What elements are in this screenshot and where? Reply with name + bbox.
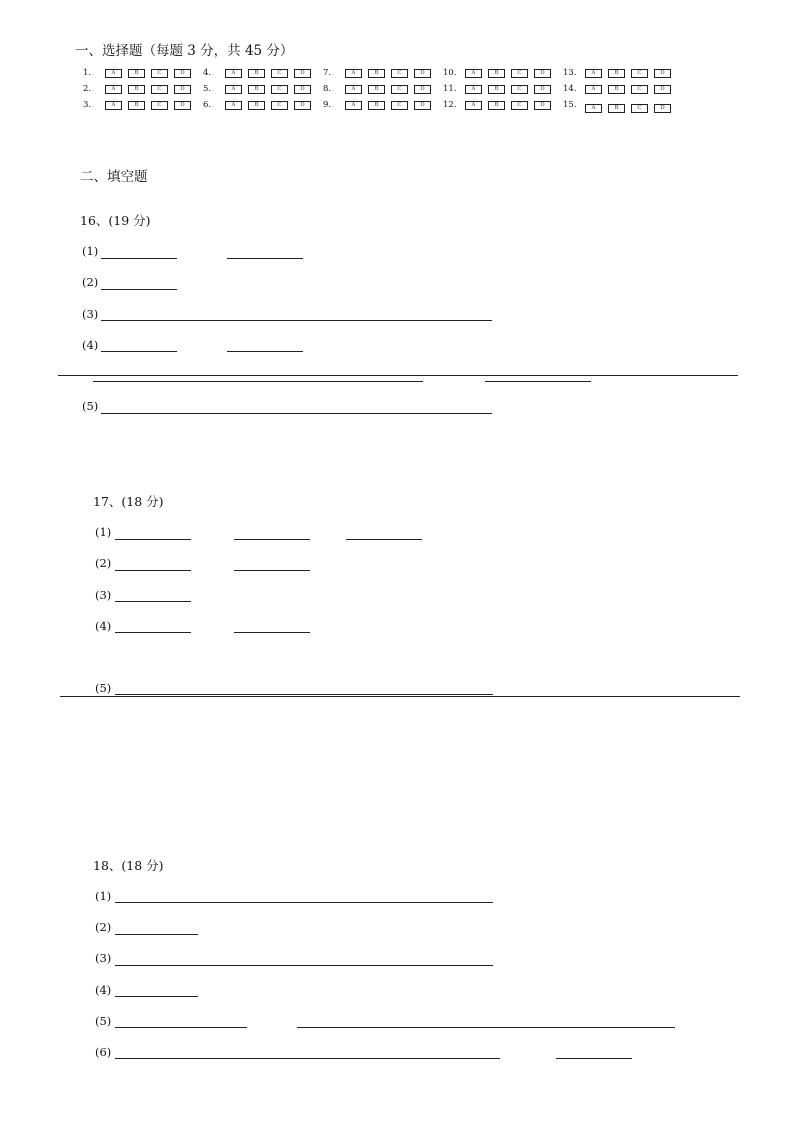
q6-option-c-box[interactable]: C bbox=[271, 101, 288, 110]
q18-part-5-label: (5) bbox=[95, 1014, 112, 1028]
q9-option-b-box[interactable]: B bbox=[368, 101, 385, 110]
q15-option-c-box[interactable]: C bbox=[631, 104, 648, 113]
q5-option-d-box[interactable]: D bbox=[294, 85, 311, 94]
q17-part-2-label: (2) bbox=[95, 556, 112, 570]
q9-option-a-box[interactable]: A bbox=[345, 101, 362, 110]
q17-5-blank[interactable] bbox=[115, 694, 493, 695]
q12-option-d-box[interactable]: D bbox=[534, 101, 551, 110]
q7-option-c-box[interactable]: C bbox=[391, 69, 408, 78]
q15-option-d-box[interactable]: D bbox=[654, 104, 671, 113]
q2-option-b-box[interactable]: B bbox=[128, 85, 145, 94]
q8-option-a-box[interactable]: A bbox=[345, 85, 362, 94]
q16-part-3-label: (3) bbox=[82, 307, 99, 321]
question-13-number: 13. bbox=[563, 68, 577, 78]
q6-option-d-box[interactable]: D bbox=[294, 101, 311, 110]
q11-option-b-box[interactable]: B bbox=[488, 85, 505, 94]
q16-title: 16、(19 分) bbox=[80, 213, 151, 228]
q13-option-c-box[interactable]: C bbox=[631, 69, 648, 78]
q11-option-d-box[interactable]: D bbox=[534, 85, 551, 94]
q7-option-d-box[interactable]: D bbox=[414, 69, 431, 78]
q3-option-d-box[interactable]: D bbox=[174, 101, 191, 110]
question-5-number: 5. bbox=[203, 84, 212, 94]
q14-option-a-box[interactable]: A bbox=[585, 85, 602, 94]
q16-1-blank-b[interactable] bbox=[227, 258, 303, 259]
q17-part-5-label: (5) bbox=[95, 681, 112, 695]
question-3-number: 3. bbox=[83, 100, 92, 110]
q16-4-blank-d[interactable] bbox=[485, 381, 591, 382]
q6-option-a-box[interactable]: A bbox=[225, 101, 242, 110]
q17-part-3-label: (3) bbox=[95, 588, 112, 602]
q2-option-a-box[interactable]: A bbox=[105, 85, 122, 94]
q17-2-blank-b[interactable] bbox=[234, 570, 310, 571]
question-10-number: 10. bbox=[443, 68, 457, 78]
q3-option-b-box[interactable]: B bbox=[128, 101, 145, 110]
q15-option-b-box[interactable]: B bbox=[608, 104, 625, 113]
q16-5-blank[interactable] bbox=[101, 413, 492, 414]
q17-2-blank-a[interactable] bbox=[115, 570, 191, 571]
q4-option-d-box[interactable]: D bbox=[294, 69, 311, 78]
q4-option-c-box[interactable]: C bbox=[271, 69, 288, 78]
q7-option-a-box[interactable]: A bbox=[345, 69, 362, 78]
q17-part-1-label: (1) bbox=[95, 525, 112, 539]
q18-title: 18、(18 分) bbox=[93, 858, 164, 873]
q1-option-b-box[interactable]: B bbox=[128, 69, 145, 78]
q16-part-2-label: (2) bbox=[82, 275, 99, 289]
question-7-number: 7. bbox=[323, 68, 332, 78]
q17-1-blank-a[interactable] bbox=[115, 539, 191, 540]
q10-option-c-box[interactable]: C bbox=[511, 69, 528, 78]
q7-option-b-box[interactable]: B bbox=[368, 69, 385, 78]
q17-part-4-label: (4) bbox=[95, 619, 112, 633]
question-6-number: 6. bbox=[203, 100, 212, 110]
q12-option-c-box[interactable]: C bbox=[511, 101, 528, 110]
q17-title: 17、(18 分) bbox=[93, 494, 164, 509]
q16-part-4-label: (4) bbox=[82, 338, 99, 352]
q1-option-c-box[interactable]: C bbox=[151, 69, 168, 78]
q6-option-b-box[interactable]: B bbox=[248, 101, 265, 110]
question-14-number: 14. bbox=[563, 84, 577, 94]
q13-option-d-box[interactable]: D bbox=[654, 69, 671, 78]
q18-part-2-label: (2) bbox=[95, 920, 112, 934]
q18-6-blank-b[interactable] bbox=[556, 1058, 632, 1059]
q16-4-blank-a[interactable] bbox=[101, 351, 177, 352]
q8-option-d-box[interactable]: D bbox=[414, 85, 431, 94]
q2-option-c-box[interactable]: C bbox=[151, 85, 168, 94]
q14-option-b-box[interactable]: B bbox=[608, 85, 625, 94]
q15-option-a-box[interactable]: A bbox=[585, 104, 602, 113]
q16-2-blank-a[interactable] bbox=[101, 289, 177, 290]
q12-option-a-box[interactable]: A bbox=[465, 101, 482, 110]
q17-full-width-line[interactable] bbox=[60, 696, 740, 697]
question-9-number: 9. bbox=[323, 100, 332, 110]
q18-part-1-label: (1) bbox=[95, 889, 112, 903]
q18-6-blank-a[interactable] bbox=[115, 1058, 500, 1059]
q18-5-blank-b[interactable] bbox=[297, 1027, 675, 1028]
q4-option-a-box[interactable]: A bbox=[225, 69, 242, 78]
q8-option-c-box[interactable]: C bbox=[391, 85, 408, 94]
q14-option-d-box[interactable]: D bbox=[654, 85, 671, 94]
q8-option-b-box[interactable]: B bbox=[368, 85, 385, 94]
q18-5-blank-a[interactable] bbox=[115, 1027, 247, 1028]
q3-option-a-box[interactable]: A bbox=[105, 101, 122, 110]
q17-4-blank-b[interactable] bbox=[234, 632, 310, 633]
q16-4-blank-b[interactable] bbox=[227, 351, 303, 352]
q17-1-blank-c[interactable] bbox=[346, 539, 422, 540]
q13-option-b-box[interactable]: B bbox=[608, 69, 625, 78]
q18-4-blank[interactable] bbox=[115, 996, 198, 997]
question-11-number: 11. bbox=[443, 84, 457, 94]
q18-part-6-label: (6) bbox=[95, 1045, 112, 1059]
q16-1-blank-a[interactable] bbox=[101, 258, 177, 259]
question-12-number: 12. bbox=[443, 100, 457, 110]
section-2-title: 二、填空题 bbox=[80, 169, 148, 185]
q14-option-c-box[interactable]: C bbox=[631, 85, 648, 94]
q5-option-b-box[interactable]: B bbox=[248, 85, 265, 94]
q9-option-c-box[interactable]: C bbox=[391, 101, 408, 110]
q1-option-a-box[interactable]: A bbox=[105, 69, 122, 78]
q1-option-d-box[interactable]: D bbox=[174, 69, 191, 78]
q18-part-4-label: (4) bbox=[95, 983, 112, 997]
question-4-number: 4. bbox=[203, 68, 212, 78]
q16-part-5-label: (5) bbox=[82, 399, 99, 413]
q11-option-a-box[interactable]: A bbox=[465, 85, 482, 94]
q17-1-blank-b[interactable] bbox=[234, 539, 310, 540]
q2-option-d-box[interactable]: D bbox=[174, 85, 191, 94]
q18-2-blank[interactable] bbox=[115, 934, 198, 935]
q16-4-blank-c[interactable] bbox=[93, 381, 423, 382]
q5-option-c-box[interactable]: C bbox=[271, 85, 288, 94]
q4-option-b-box[interactable]: B bbox=[248, 69, 265, 78]
q10-option-a-box[interactable]: A bbox=[465, 69, 482, 78]
q13-option-a-box[interactable]: A bbox=[585, 69, 602, 78]
q10-option-d-box[interactable]: D bbox=[534, 69, 551, 78]
q16-part-1-label: (1) bbox=[82, 244, 99, 258]
q18-part-3-label: (3) bbox=[95, 951, 112, 965]
q18-1-blank[interactable] bbox=[115, 902, 493, 903]
q16-3-blank[interactable] bbox=[101, 320, 492, 321]
q9-option-d-box[interactable]: D bbox=[414, 101, 431, 110]
section-1-title: 一、选择题（每题 3 分，共 45 分） bbox=[75, 43, 294, 59]
q3-option-c-box[interactable]: C bbox=[151, 101, 168, 110]
q10-option-b-box[interactable]: B bbox=[488, 69, 505, 78]
question-2-number: 2. bbox=[83, 84, 92, 94]
question-8-number: 8. bbox=[323, 84, 332, 94]
q16-full-width-line[interactable] bbox=[58, 375, 738, 376]
q11-option-c-box[interactable]: C bbox=[511, 85, 528, 94]
q18-3-blank[interactable] bbox=[115, 965, 493, 966]
q17-4-blank-a[interactable] bbox=[115, 632, 191, 633]
q5-option-a-box[interactable]: A bbox=[225, 85, 242, 94]
q12-option-b-box[interactable]: B bbox=[488, 101, 505, 110]
question-1-number: 1. bbox=[83, 68, 92, 78]
q17-3-blank-a[interactable] bbox=[115, 601, 191, 602]
question-15-number: 15. bbox=[563, 100, 577, 110]
